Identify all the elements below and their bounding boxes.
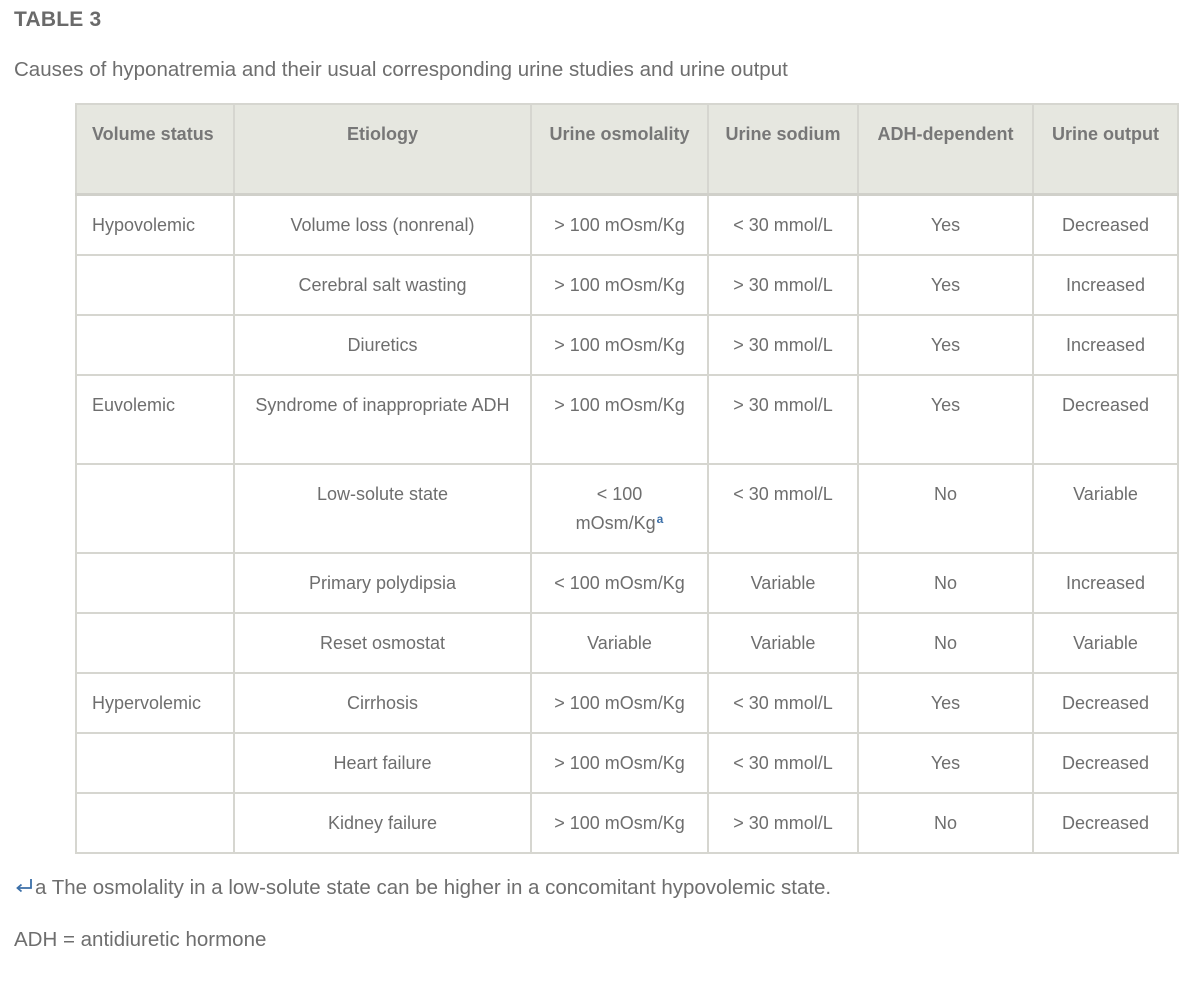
cell-urine-output: Variable bbox=[1033, 613, 1178, 673]
cell-volume-status bbox=[76, 793, 234, 853]
cell-urine-osmolality: > 100 mOsm/Kg bbox=[531, 194, 708, 255]
cell-urine-sodium: > 30 mmol/L bbox=[708, 375, 858, 464]
table-header-row bbox=[76, 104, 1178, 194]
cell-urine-osmolality: > 100 mOsm/Kg bbox=[531, 793, 708, 853]
cell-adh-dependent: No bbox=[858, 613, 1033, 673]
cell-adh-dependent: Yes bbox=[858, 673, 1033, 733]
return-arrow-icon[interactable] bbox=[14, 877, 34, 895]
abbreviation-note: ADH = antidiuretic hormone bbox=[14, 928, 267, 951]
cell-etiology: Cirrhosis bbox=[234, 673, 531, 733]
cell-urine-sodium: < 30 mmol/L bbox=[708, 464, 858, 553]
cell-etiology: Heart failure bbox=[234, 733, 531, 793]
cell-urine-sodium: Variable bbox=[708, 553, 858, 613]
footnote-text: The osmolality in a low-solute state can be higher in a concomitant hypovolemic state. bbox=[46, 876, 832, 899]
header-urine-output: Urine output bbox=[1033, 104, 1178, 194]
cell-adh-dependent: Yes bbox=[858, 733, 1033, 793]
table-row bbox=[76, 733, 1178, 793]
cell-volume-status bbox=[76, 464, 234, 553]
cell-urine-output: Variable bbox=[1033, 464, 1178, 553]
cell-volume-status bbox=[76, 733, 234, 793]
cell-urine-output: Decreased bbox=[1033, 194, 1178, 255]
cell-etiology: Reset osmostat bbox=[234, 613, 531, 673]
header-adh-dependent: ADH-dependent bbox=[858, 104, 1033, 194]
table-row bbox=[76, 613, 1178, 673]
cell-urine-osmolality: Variable bbox=[531, 613, 708, 673]
cell-urine-output: Increased bbox=[1033, 315, 1178, 375]
cell-urine-osmolality: < 100 mOsm/Kg bbox=[531, 553, 708, 613]
cell-urine-output: Decreased bbox=[1033, 673, 1178, 733]
cell-etiology: Primary polydipsia bbox=[234, 553, 531, 613]
cell-volume-status: Hypervolemic bbox=[76, 673, 234, 733]
table-label: TABLE 3 bbox=[14, 8, 102, 31]
cell-volume-status: Euvolemic bbox=[76, 375, 234, 464]
header-urine-osmolality: Urine osmolality bbox=[531, 104, 708, 194]
cell-urine-osmolality: > 100 mOsm/Kg bbox=[531, 733, 708, 793]
cell-urine-osmolality: > 100 mOsm/Kg bbox=[531, 673, 708, 733]
cell-etiology: Diuretics bbox=[234, 315, 531, 375]
cell-urine-sodium: Variable bbox=[708, 613, 858, 673]
cell-urine-osmolality: > 100 mOsm/Kg bbox=[531, 375, 708, 464]
cell-urine-sodium: < 30 mmol/L bbox=[708, 673, 858, 733]
table-caption: Causes of hyponatremia and their usual corresponding urine studies and urine output bbox=[14, 58, 788, 81]
cell-urine-osmolality: > 100 mOsm/Kg bbox=[531, 255, 708, 315]
cell-adh-dependent: Yes bbox=[858, 315, 1033, 375]
cell-adh-dependent: No bbox=[858, 464, 1033, 553]
table-footnote bbox=[14, 876, 831, 900]
cell-volume-status bbox=[76, 315, 234, 375]
cell-adh-dependent: No bbox=[858, 553, 1033, 613]
table-row bbox=[76, 255, 1178, 315]
table-row bbox=[76, 315, 1178, 375]
cell-etiology: Syndrome of inappropriate ADH bbox=[234, 375, 531, 464]
cell-adh-dependent: Yes bbox=[858, 255, 1033, 315]
header-urine-sodium: Urine sodium bbox=[708, 104, 858, 194]
table-row bbox=[76, 375, 1178, 464]
table-row bbox=[76, 553, 1178, 613]
cell-etiology: Low-solute state bbox=[234, 464, 531, 553]
footnote-marker: a bbox=[35, 876, 47, 899]
table-row bbox=[76, 464, 1178, 553]
cell-volume-status bbox=[76, 613, 234, 673]
cell-urine-sodium: > 30 mmol/L bbox=[708, 255, 858, 315]
table-row bbox=[76, 793, 1178, 853]
cell-adh-dependent: Yes bbox=[858, 194, 1033, 255]
osmolality-value: < 100 mOsm/Kg bbox=[575, 483, 656, 533]
cell-etiology: Volume loss (nonrenal) bbox=[234, 194, 531, 255]
cell-urine-sodium: < 30 mmol/L bbox=[708, 194, 858, 255]
table-row bbox=[76, 673, 1178, 733]
cell-urine-output: Increased bbox=[1033, 255, 1178, 315]
cell-adh-dependent: Yes bbox=[858, 375, 1033, 464]
cell-urine-osmolality bbox=[531, 464, 708, 553]
footnote-marker-link[interactable]: a bbox=[656, 511, 664, 526]
cell-urine-osmolality: > 100 mOsm/Kg bbox=[531, 315, 708, 375]
cell-adh-dependent: No bbox=[858, 793, 1033, 853]
header-etiology: Etiology bbox=[234, 104, 531, 194]
header-volume-status: Volume status bbox=[76, 104, 234, 194]
cell-volume-status: Hypovolemic bbox=[76, 194, 234, 255]
cell-urine-sodium: > 30 mmol/L bbox=[708, 315, 858, 375]
cell-urine-output: Decreased bbox=[1033, 733, 1178, 793]
cell-etiology: Kidney failure bbox=[234, 793, 531, 853]
cell-urine-output: Increased bbox=[1033, 553, 1178, 613]
cell-urine-sodium: > 30 mmol/L bbox=[708, 793, 858, 853]
cell-etiology: Cerebral salt wasting bbox=[234, 255, 531, 315]
cell-volume-status bbox=[76, 553, 234, 613]
cell-urine-output: Decreased bbox=[1033, 375, 1178, 464]
cell-urine-sodium: < 30 mmol/L bbox=[708, 733, 858, 793]
hyponatremia-table bbox=[75, 103, 1179, 854]
table-row bbox=[76, 194, 1178, 255]
cell-volume-status bbox=[76, 255, 234, 315]
cell-urine-output: Decreased bbox=[1033, 793, 1178, 853]
